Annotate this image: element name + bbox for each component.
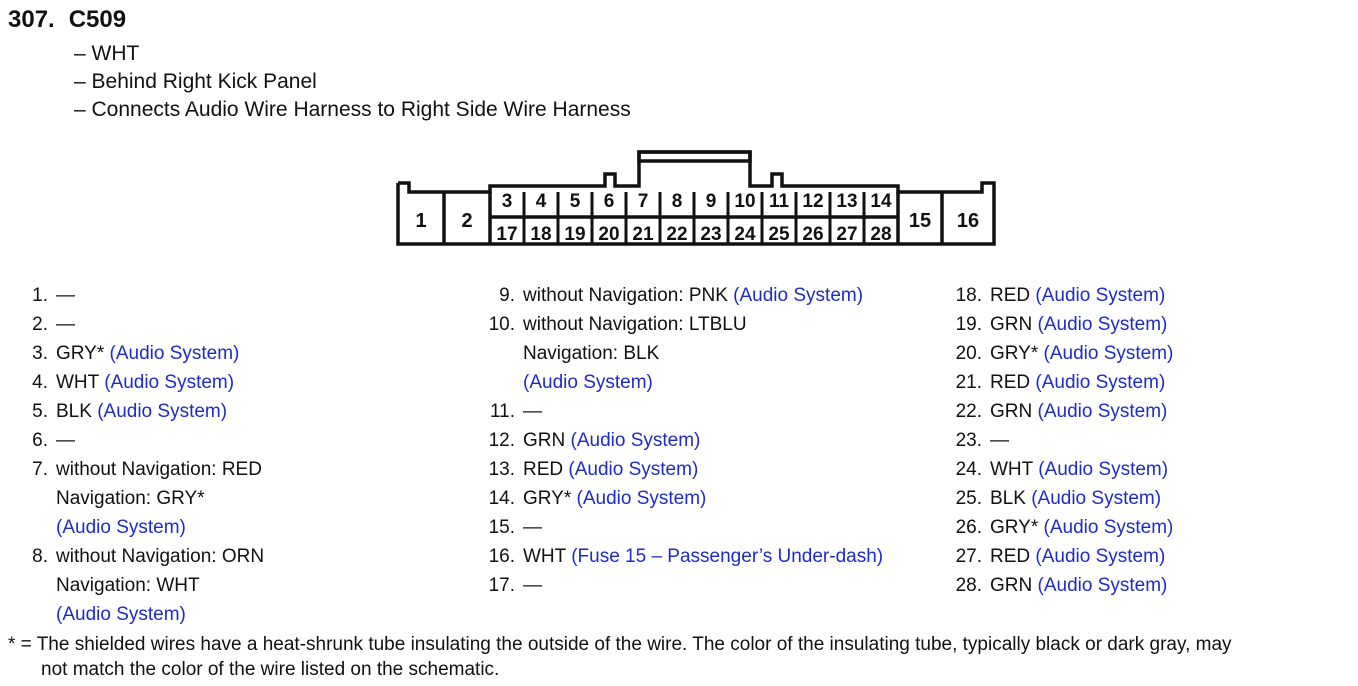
section-number: 307. xyxy=(8,6,55,33)
pin-description xyxy=(523,281,863,310)
pin-description xyxy=(56,368,234,397)
pin-number: 19. xyxy=(955,314,982,335)
pin-number: 7. xyxy=(32,459,48,480)
pin-label-18: 18 xyxy=(530,224,552,245)
wire-color: — xyxy=(990,430,1009,451)
pin-number: 20. xyxy=(955,343,982,364)
pin-description xyxy=(56,426,75,455)
pin-label-6: 6 xyxy=(603,191,615,212)
circuit-reference: (Audio System) xyxy=(56,517,186,538)
pin-label-10: 10 xyxy=(734,191,756,212)
footnote-line-1: * = The shielded wires have a heat-shrunk tube insulating the outside of the wire. The color of the insulating tube, typically black or dark gray, may xyxy=(8,634,1232,655)
pin-label-25: 25 xyxy=(768,224,790,245)
pin-item xyxy=(14,397,264,426)
pin-description xyxy=(56,484,262,513)
pin-label-22: 22 xyxy=(666,224,688,245)
detail-location: – Behind Right Kick Panel xyxy=(74,70,317,93)
connector-diagram xyxy=(0,0,1358,260)
pin-label-12: 12 xyxy=(802,191,824,212)
pin-item xyxy=(464,397,883,426)
pin-number: 17. xyxy=(488,575,515,596)
pin-number: 27. xyxy=(955,546,982,567)
pin-number: 15. xyxy=(488,517,515,538)
pin-description xyxy=(523,542,883,571)
pin-number: 5. xyxy=(32,401,48,422)
pin-item xyxy=(14,368,264,397)
pin-item xyxy=(464,281,883,310)
wire-color: without Navigation: LTBLU xyxy=(523,314,747,335)
pin-description xyxy=(56,513,262,542)
pin-label-15: 15 xyxy=(908,210,932,232)
pin-description xyxy=(990,426,1009,455)
pin-number: 24. xyxy=(955,459,982,480)
circuit-reference: (Audio System) xyxy=(104,372,235,393)
pin-description xyxy=(990,484,1161,513)
pin-label-16: 16 xyxy=(956,210,980,232)
pin-description xyxy=(990,339,1173,368)
pin-label-11: 11 xyxy=(768,191,790,212)
pin-number: 3. xyxy=(32,343,48,364)
circuit-reference: (Audio System) xyxy=(570,430,701,451)
pin-item xyxy=(931,368,1173,397)
wire-color: Navigation: BLK xyxy=(523,343,660,364)
pin-number: 16. xyxy=(488,546,515,567)
pin-item xyxy=(464,426,883,455)
pin-item xyxy=(931,513,1173,542)
pin-label-2: 2 xyxy=(461,210,473,232)
wire-color: GRN xyxy=(990,575,1033,596)
wire-color: RED xyxy=(523,459,564,480)
pin-list-left xyxy=(14,281,264,629)
pin-item xyxy=(14,310,264,339)
pin-item xyxy=(464,455,883,484)
pin-item xyxy=(931,455,1173,484)
pin-label-14: 14 xyxy=(870,191,892,212)
pin-number: 8. xyxy=(32,546,48,567)
pin-description xyxy=(990,281,1165,310)
circuit-reference: (Audio System) xyxy=(1037,575,1168,596)
pin-number: 6. xyxy=(32,430,48,451)
wire-color: GRY* xyxy=(990,343,1039,364)
pin-item xyxy=(14,542,264,629)
detail-connection: – Connects Audio Wire Harness to Right Side Wire Harness xyxy=(74,98,631,121)
wire-color: without Navigation: ORN xyxy=(56,546,265,567)
pin-number: 26. xyxy=(955,517,982,538)
pin-item xyxy=(931,484,1173,513)
circuit-reference: (Fuse 15 – Passenger’s Under-dash) xyxy=(571,546,884,567)
circuit-reference: (Audio System) xyxy=(1035,546,1166,567)
pin-item xyxy=(464,542,883,571)
connector-latch xyxy=(639,152,750,161)
pin-description xyxy=(990,397,1167,426)
pin-description xyxy=(523,426,700,455)
pin-item xyxy=(464,513,883,542)
pin-number: 12. xyxy=(488,430,515,451)
pin-description xyxy=(56,397,227,426)
pin-item xyxy=(464,571,883,600)
wire-color: GRN xyxy=(990,401,1033,422)
pin-label-8: 8 xyxy=(671,191,683,212)
pin-description xyxy=(523,368,747,397)
pin-item xyxy=(931,339,1173,368)
pin-description xyxy=(523,339,747,368)
wire-color: WHT xyxy=(990,459,1033,480)
circuit-reference: (Audio System) xyxy=(523,372,653,393)
pin-label-24: 24 xyxy=(734,224,756,245)
pin-description xyxy=(523,397,542,426)
pin-item xyxy=(931,426,1173,455)
pin-description xyxy=(56,310,75,339)
circuit-reference: (Audio System) xyxy=(56,604,186,625)
pin-description xyxy=(523,571,542,600)
pin-description xyxy=(56,455,262,484)
pin-description xyxy=(56,281,75,310)
pin-list-middle xyxy=(464,281,883,600)
pin-number: 13. xyxy=(488,459,515,480)
footnote-line-2: not match the color of the wire listed on the schematic. xyxy=(41,659,500,680)
wire-color: GRN xyxy=(990,314,1033,335)
pin-item xyxy=(931,542,1173,571)
pin-number: 28. xyxy=(955,575,982,596)
pin-number: 21. xyxy=(955,372,982,393)
pin-number: 10. xyxy=(488,314,515,335)
pin-list-right xyxy=(931,281,1173,600)
pin-item xyxy=(14,455,264,542)
footnote xyxy=(8,632,1353,682)
pin-description xyxy=(523,310,747,339)
wire-color: GRY* xyxy=(56,343,105,364)
pin-item xyxy=(14,339,264,368)
pin-description xyxy=(990,542,1165,571)
circuit-reference: (Audio System) xyxy=(97,401,228,422)
pin-description xyxy=(990,310,1167,339)
pin-item xyxy=(931,281,1173,310)
pin-item xyxy=(931,571,1173,600)
wire-color: without Navigation: PNK xyxy=(523,285,728,306)
pin-number: 25. xyxy=(955,488,982,509)
pin-item xyxy=(14,426,264,455)
wire-color: — xyxy=(523,401,542,422)
pin-description xyxy=(990,513,1173,542)
pin-description xyxy=(990,368,1165,397)
pin-label-21: 21 xyxy=(632,224,654,245)
pin-label-23: 23 xyxy=(700,224,722,245)
wire-color: RED xyxy=(990,372,1031,393)
pin-number: 22. xyxy=(955,401,982,422)
wire-color: — xyxy=(523,575,542,596)
circuit-reference: (Audio System) xyxy=(1035,285,1166,306)
pin-description xyxy=(523,455,698,484)
pin-label-7: 7 xyxy=(637,191,649,212)
circuit-reference: (Audio System) xyxy=(568,459,699,480)
pin-description xyxy=(990,571,1167,600)
pin-label-4: 4 xyxy=(535,191,547,212)
pin-item xyxy=(931,310,1173,339)
circuit-reference: (Audio System) xyxy=(1037,401,1168,422)
pin-label-27: 27 xyxy=(836,224,858,245)
pin-label-1: 1 xyxy=(415,210,427,232)
pin-description xyxy=(523,484,706,513)
pin-item xyxy=(464,484,883,513)
pin-label-17: 17 xyxy=(496,224,518,245)
pin-number: 1. xyxy=(32,285,48,306)
circuit-reference: (Audio System) xyxy=(1038,459,1169,480)
circuit-reference: (Audio System) xyxy=(1031,488,1162,509)
circuit-reference: (Audio System) xyxy=(733,285,864,306)
pin-number: 4. xyxy=(32,372,48,393)
wire-color: WHT xyxy=(56,372,99,393)
pin-number: 23. xyxy=(955,430,982,451)
wire-color: GRN xyxy=(523,430,566,451)
circuit-reference: (Audio System) xyxy=(109,343,240,364)
pin-label-3: 3 xyxy=(501,191,513,212)
pin-item xyxy=(14,281,264,310)
wire-color: — xyxy=(56,314,75,335)
wire-color: RED xyxy=(990,285,1031,306)
pin-item xyxy=(931,397,1173,426)
wire-color: — xyxy=(523,517,542,538)
wire-color: without Navigation: RED xyxy=(56,459,262,480)
pin-number: 11. xyxy=(489,401,515,422)
pin-label-5: 5 xyxy=(569,191,581,212)
pin-label-19: 19 xyxy=(564,224,586,245)
pin-number: 9. xyxy=(499,285,515,306)
wire-color: RED xyxy=(990,546,1031,567)
pin-description xyxy=(56,600,264,629)
pin-description xyxy=(523,513,542,542)
connector-id: C509 xyxy=(68,6,127,33)
pin-description xyxy=(56,339,239,368)
wire-color: BLK xyxy=(56,401,92,422)
wire-color: Navigation: WHT xyxy=(56,575,200,596)
circuit-reference: (Audio System) xyxy=(1043,343,1174,364)
detail-color: – WHT xyxy=(74,42,140,65)
wire-color: GRY* xyxy=(523,488,572,509)
wire-color: BLK xyxy=(990,488,1026,509)
pin-description xyxy=(56,542,264,571)
pin-label-28: 28 xyxy=(870,224,892,245)
circuit-reference: (Audio System) xyxy=(576,488,707,509)
wire-color: Navigation: GRY* xyxy=(56,488,205,509)
pin-label-13: 13 xyxy=(836,191,858,212)
pin-label-9: 9 xyxy=(705,191,717,212)
circuit-reference: (Audio System) xyxy=(1037,314,1168,335)
pin-description xyxy=(56,571,264,600)
pin-label-26: 26 xyxy=(802,224,824,245)
pin-number: 18. xyxy=(955,285,982,306)
pin-item xyxy=(464,310,883,397)
wire-color: — xyxy=(56,285,75,306)
circuit-reference: (Audio System) xyxy=(1035,372,1166,393)
pin-number: 2. xyxy=(32,314,48,335)
circuit-reference: (Audio System) xyxy=(1043,517,1174,538)
pin-description xyxy=(990,455,1168,484)
pin-number: 14. xyxy=(488,488,515,509)
wire-color: GRY* xyxy=(990,517,1039,538)
pin-label-20: 20 xyxy=(598,224,620,245)
connector-outline xyxy=(398,152,994,244)
wire-color: WHT xyxy=(523,546,566,567)
wire-color: — xyxy=(56,430,75,451)
